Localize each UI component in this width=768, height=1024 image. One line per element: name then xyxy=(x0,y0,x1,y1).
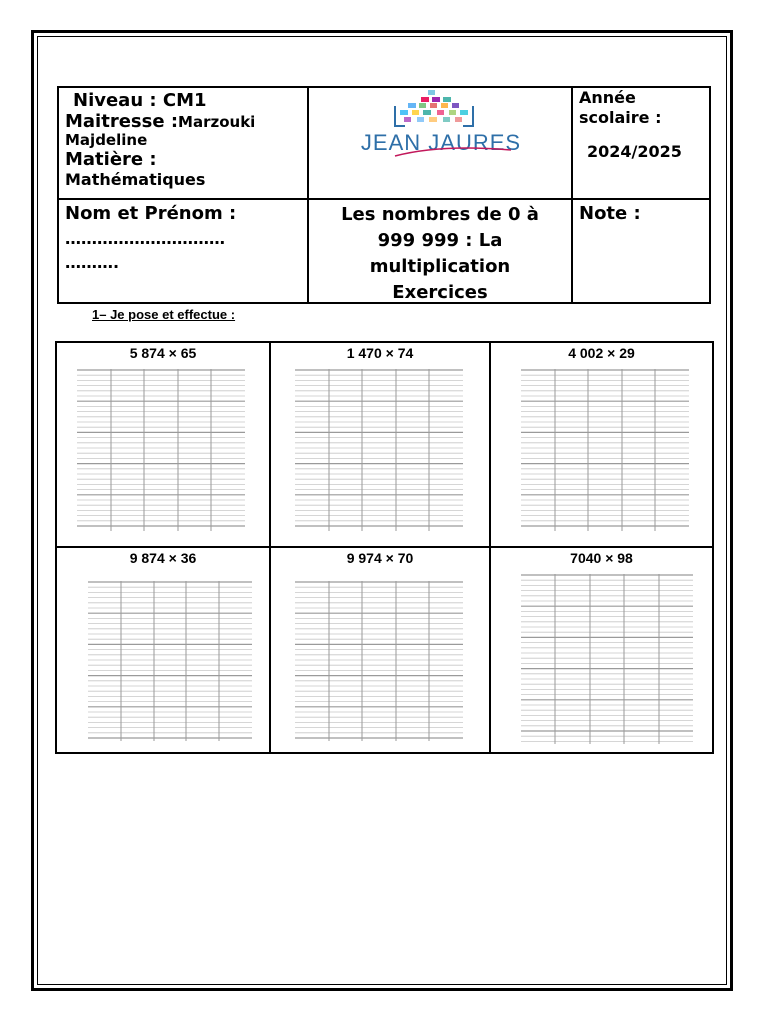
answer-grid xyxy=(521,574,693,744)
note-cell xyxy=(579,202,709,226)
nom-dots-2: ………. xyxy=(65,253,120,272)
operation-label: 7040 × 98 xyxy=(570,550,633,566)
nom-label: Nom et Prénom : xyxy=(65,203,237,224)
operation-label: 9 874 × 36 xyxy=(129,550,197,566)
logo-squares-icon xyxy=(395,90,473,126)
answer-grid xyxy=(77,369,245,531)
title-line-3: multiplication xyxy=(369,256,511,277)
answer-grid xyxy=(295,581,463,741)
exercise-cell-5 xyxy=(271,548,489,752)
info-cell xyxy=(65,90,303,190)
maitresse-name: Marzouki xyxy=(178,113,256,131)
annee-label-2: scolaire : xyxy=(579,108,662,127)
answer-grid xyxy=(88,581,252,741)
note-label: Note : xyxy=(579,203,641,224)
answer-grid xyxy=(295,369,463,531)
operation-label: 1 470 × 74 xyxy=(346,345,414,361)
annee-value: 2024/2025 xyxy=(587,142,682,161)
nom-cell xyxy=(65,202,303,274)
operation-label: 5 874 × 65 xyxy=(129,345,197,361)
matiere-value: Mathématiques xyxy=(65,170,206,189)
maitresse-name-2: Majdeline xyxy=(65,131,148,149)
title-line-1: Les nombres de 0 à xyxy=(341,204,539,225)
annee-cell xyxy=(579,88,709,162)
logo-text: JEAN JAURES xyxy=(360,130,522,155)
operation-label: 9 974 × 70 xyxy=(346,550,414,566)
school-logo xyxy=(311,88,569,196)
answer-grid xyxy=(521,369,689,531)
exercise-grid-table xyxy=(55,341,714,754)
niveau-label: Niveau : CM1 xyxy=(73,90,207,111)
nom-dots-1: ………………………… xyxy=(65,229,225,248)
maitresse-label: Maitresse : xyxy=(65,111,179,132)
title-line-4: Exercices xyxy=(392,282,488,303)
operation-label: 4 002 × 29 xyxy=(568,345,635,361)
exercise-cell-6 xyxy=(491,548,712,752)
header-table xyxy=(57,86,711,304)
exercise-cell-1 xyxy=(57,343,269,546)
exercise-cell-2 xyxy=(271,343,489,546)
title-cell xyxy=(309,202,571,306)
annee-label-1: Année xyxy=(579,88,636,107)
exercise-title: 1– Je pose et effectue : xyxy=(92,307,236,322)
title-line-2: 999 999 : La xyxy=(377,230,503,251)
matiere-label: Matière : xyxy=(65,149,157,170)
exercise-cell-3 xyxy=(491,343,712,546)
exercise-cell-4 xyxy=(57,548,269,752)
